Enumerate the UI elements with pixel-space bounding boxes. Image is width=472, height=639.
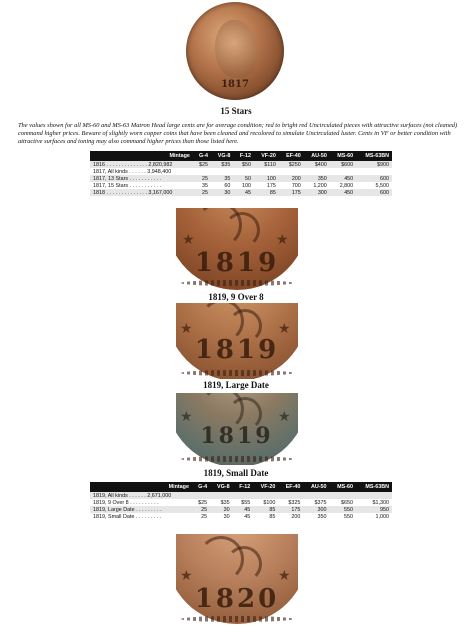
price-table-1816-1818: [90, 151, 392, 196]
price-cell: [253, 492, 278, 499]
price-cell: 30: [223, 513, 230, 520]
price-cell: $110: [254, 161, 279, 168]
price-cell: 45: [244, 513, 251, 520]
row-label: 1818 . . . . . . . . . . . . . . 3,167,000: [90, 189, 193, 196]
price-cell: [278, 492, 303, 499]
table-row: [90, 161, 392, 168]
table2-header-7: AU-50: [303, 482, 329, 492]
coin-detail-1820: ★ ★ 1820: [176, 534, 298, 626]
price-cell: 175: [279, 189, 304, 196]
price-cell: 600: [356, 189, 392, 196]
table2-header-2: G-4: [192, 482, 210, 492]
year-1819-large: 1819: [194, 335, 280, 365]
coin-image-1817: [186, 2, 284, 100]
price-cell: 550: [330, 506, 357, 513]
coin-date: 1817: [221, 79, 249, 91]
price-cell: $1,300: [372, 499, 389, 506]
price-cell: 200: [279, 175, 304, 182]
price-cell: $900: [356, 161, 392, 168]
row-label: 1817, All kinds . . . . . . 3,948,400: [93, 168, 172, 175]
price-cell: 550: [344, 513, 354, 520]
price-cell: 100: [241, 182, 251, 189]
price-cell: 35: [201, 182, 208, 189]
table1-header-8: MS-60: [330, 151, 356, 161]
row-label: 1817, 15 Stars . . . . . . . . . . .: [93, 182, 162, 189]
table-row: [90, 189, 392, 196]
table-row: [90, 175, 392, 182]
price-cell: 300: [304, 189, 330, 196]
table-row: [90, 506, 392, 513]
price-cell: 2,800: [339, 182, 354, 189]
row-label: 1819, Large Date . . . . . . . . .: [90, 506, 192, 513]
price-cell: [330, 168, 356, 175]
price-cell: 85: [253, 506, 278, 513]
intro-paragraph: The values shown for all MS-60 and MS-63 Matron Head large cents are for average condition; red to bright red Uncirculated pieces with attractive surfaces (not cleaned) command higher prices. Beware of slightly worn copper coins that have been cleaned and recolored to simulate Uncirculated luster. Cents in VF or better condition with attractive surfaces and toning may also command higher prices than those listed here.: [18, 122, 458, 145]
price-cell: 350: [304, 175, 330, 182]
price-cell: $35: [211, 161, 233, 168]
price-cell: [356, 492, 392, 499]
price-cell: [254, 168, 279, 175]
row-label: 1817, 13 Stars . . . . . . . . . . .: [90, 175, 193, 182]
price-cell: 175: [266, 182, 276, 189]
price-cell: $250: [279, 161, 304, 168]
price-cell: $35: [220, 499, 230, 506]
row-label: 1819, All kinds . . . . . . 2,671,000: [90, 492, 192, 499]
price-cell: $600: [330, 161, 356, 168]
price-cell: $325: [288, 499, 301, 506]
price-cell: 45: [233, 189, 254, 196]
price-cell: 50: [233, 175, 254, 182]
row-label: 1819, Small Date . . . . . . . . .: [93, 513, 162, 520]
price-cell: [233, 168, 254, 175]
price-cell: [304, 168, 330, 175]
price-cell: $400: [304, 161, 330, 168]
table2-header-9: MS-63BN: [356, 482, 392, 492]
price-cell: 85: [269, 513, 276, 520]
price-cell: 35: [211, 175, 233, 182]
price-cell: $25: [193, 161, 211, 168]
year-1820: 1820: [194, 584, 280, 614]
price-cell: [193, 168, 211, 175]
table1-header-5: VF-20: [254, 151, 279, 161]
price-cell: 350: [317, 513, 327, 520]
table2-header-5: VF-20: [253, 482, 278, 492]
price-cell: 300: [303, 506, 329, 513]
table2-header-4: F-12: [233, 482, 254, 492]
table-row: [90, 513, 392, 520]
price-cell: $650: [341, 499, 354, 506]
price-cell: [210, 492, 233, 499]
table-row: [90, 499, 392, 506]
table1-header-9: MS-63BN: [356, 151, 392, 161]
caption-15-stars: 15 Stars: [220, 106, 252, 116]
coin-detail-1819-9-over-8: ★ ★ 1819: [176, 208, 298, 290]
price-cell: 200: [291, 513, 301, 520]
coin-detail-1819-large-date: ★ ★ 1819: [176, 303, 298, 379]
price-cell: 60: [224, 182, 231, 189]
price-cell: 450: [330, 189, 356, 196]
liberty-bust-icon: [215, 20, 256, 79]
year-1819-small: 1819: [200, 423, 274, 449]
price-cell: 600: [356, 175, 392, 182]
price-cell: 5,500: [375, 182, 389, 189]
price-cell: [192, 492, 210, 499]
table2-header-8: MS-60: [330, 482, 357, 492]
table1-header-1: Mintage: [109, 151, 193, 161]
price-cell: [233, 492, 254, 499]
price-cell: 25: [192, 506, 210, 513]
price-cell: 1,200: [313, 182, 327, 189]
price-cell: [211, 168, 233, 175]
price-cell: $100: [263, 499, 276, 506]
price-cell: $375: [314, 499, 327, 506]
price-cell: [303, 492, 329, 499]
price-cell: 1,000: [375, 513, 389, 520]
price-cell: [356, 168, 392, 175]
price-cell: 100: [254, 175, 279, 182]
row-label: 1816 . . . . . . . . . . . . . . 2,820,982: [90, 161, 193, 168]
price-cell: 30: [211, 189, 233, 196]
price-cell: 85: [254, 189, 279, 196]
price-cell: 450: [330, 175, 356, 182]
table2-header-6: EF-40: [278, 482, 303, 492]
price-cell: 25: [193, 175, 211, 182]
table1-header-0: [90, 151, 109, 161]
price-cell: [279, 168, 304, 175]
price-cell: [330, 492, 357, 499]
coin-detail-1819-small-date: ★ ★ 1819: [176, 393, 298, 465]
price-cell: 950: [356, 506, 392, 513]
table-row: [90, 168, 392, 175]
price-cell: 25: [193, 189, 211, 196]
caption-1819-9-over-8: 1819, 9 Over 8: [208, 292, 264, 302]
table1-header-4: F-12: [233, 151, 254, 161]
caption-1819-small-date: 1819, Small Date: [203, 468, 269, 478]
price-cell: 700: [291, 182, 301, 189]
table1-header-2: G-4: [193, 151, 211, 161]
table1-header-6: EF-40: [279, 151, 304, 161]
caption-1819-large-date: 1819, Large Date: [203, 380, 269, 390]
table2-header-3: VG-8: [210, 482, 233, 492]
price-cell: 175: [278, 506, 303, 513]
table2-header-0: [90, 482, 109, 492]
price-cell: $25: [198, 499, 208, 506]
price-cell: 25: [201, 513, 208, 520]
table2-header-1: Mintage: [109, 482, 192, 492]
price-cell: 30: [210, 506, 233, 513]
price-cell: $55: [241, 499, 251, 506]
price-cell: $50: [233, 161, 254, 168]
year-1819: 1819: [194, 248, 280, 278]
table-row: [90, 492, 392, 499]
price-table-1819: [90, 482, 392, 520]
price-cell: 45: [233, 506, 254, 513]
table1-header-3: VG-8: [211, 151, 233, 161]
row-label: 1819, 9 Over 8 . . . . . . . . . .: [93, 499, 159, 506]
table-row: [90, 182, 392, 189]
table1-header-7: AU-50: [304, 151, 330, 161]
